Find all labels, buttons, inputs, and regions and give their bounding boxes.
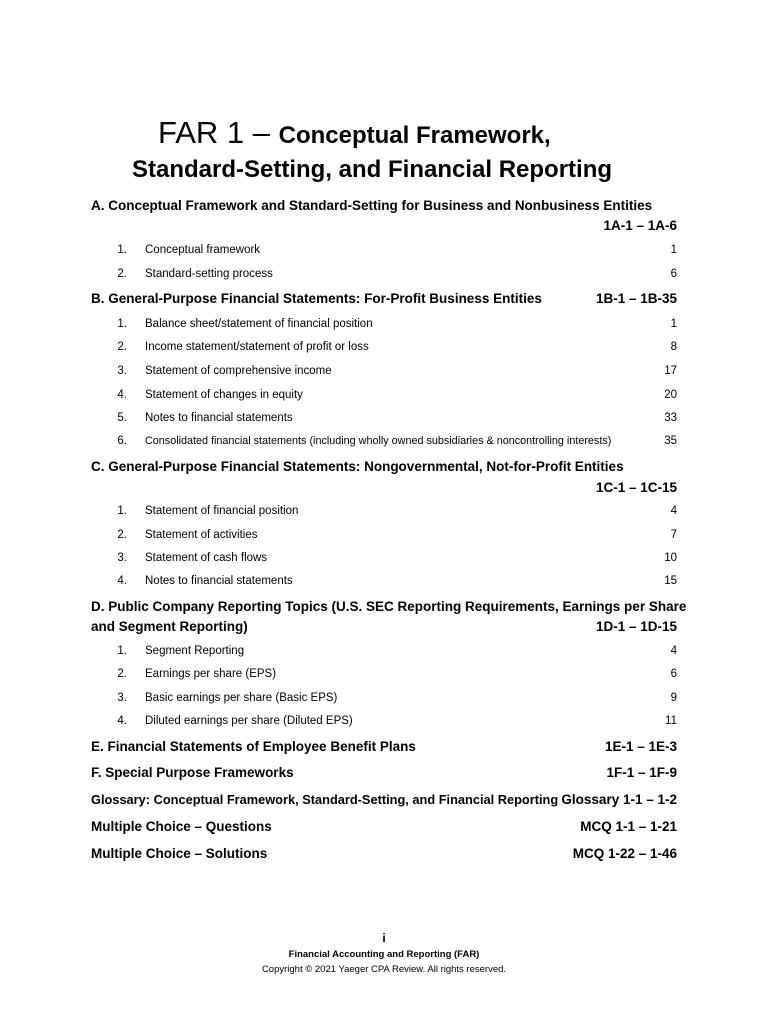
section-d-item-2-num: 2. [117,668,127,680]
section-f-pages: 1F-1 – 1F-9 [606,765,677,780]
section-b-item-4-label: Statement of changes in equity [145,389,303,401]
section-a-item-1-page: 1 [670,244,677,256]
section-c-item-2-page: 7 [670,529,677,541]
section-c-item-2-label: Statement of activities [145,529,258,541]
section-d-item-2-label: Earnings per share (EPS) [145,668,277,680]
section-c-pages: 1C-1 – 1C-15 [595,480,677,495]
section-b-item-3-label: Statement of comprehensive income [145,365,332,377]
section-c-item-1-label: Statement of financial position [145,505,299,517]
section-d-label-line2: and Segment Reporting) [91,619,248,634]
mcq-questions-pages: MCQ 1-1 – 1-21 [580,819,677,834]
section-b-item-2-label: Income statement/statement of profit or loss [145,341,369,353]
section-b-item-6-label: Consolidated financial statements (including wholly owned subsidiaries & noncontrolling interests) [145,435,612,447]
mcq-questions-label: Multiple Choice – Questions [91,819,272,834]
footer-book-title: Financial Accounting and Reporting (FAR) [288,949,480,960]
section-d-item-3-label: Basic earnings per share (Basic EPS) [145,692,338,704]
section-a-item-2-label: Standard-setting process [145,268,273,280]
page-title [158,113,551,156]
section-c-item-4-num: 4. [117,575,127,587]
section-c-item-3-num: 3. [117,552,127,564]
section-d-pages: 1D-1 – 1D-15 [595,619,677,634]
section-d-item-1-num: 1. [117,645,127,657]
section-b-item-1-label: Balance sheet/statement of financial position [145,318,373,330]
glossary-pages: Glossary 1-1 – 1-2 [561,792,677,807]
section-b-item-3-num: 3. [117,365,127,377]
section-b-pages: 1B-1 – 1B-35 [595,291,677,306]
glossary-label: Glossary: Conceptual Framework, Standard-Setting, and Financial Reporting [91,792,559,807]
section-b-item-5-num: 5. [117,412,127,424]
section-b-item-6-page: 35 [664,435,677,447]
title-prefix: FAR 1 – [158,115,270,150]
title-line1: Conceptual Framework, [278,122,551,149]
section-b-label: B. General-Purpose Financial Statements: For-Profit Business Entities [91,291,542,306]
section-d-item-1-label: Segment Reporting [145,645,245,657]
section-d-item-3-page: 9 [670,692,677,704]
section-b-item-5-page: 33 [664,412,677,424]
section-a-label: A. Conceptual Framework and Standard-Setting for Business and Nonbusiness Entities [91,198,653,213]
section-d-item-4-label: Diluted earnings per share (Diluted EPS) [145,715,353,727]
section-d-label-line1: D. Public Company Reporting Topics (U.S. SEC Reporting Requirements, Earnings per Share [91,599,687,614]
title-line2: Standard-Setting, and Financial Reporting [132,156,613,183]
section-b-item-6-num: 6. [117,435,127,447]
section-a-pages: 1A-1 – 1A-6 [603,218,677,233]
section-a-item-1-num: 1. [117,244,127,256]
section-b-item-2-num: 2. [117,341,127,353]
section-a-item-2-num: 2. [117,268,127,280]
section-c-item-3-page: 10 [664,552,677,564]
section-b-item-2-page: 8 [670,341,677,353]
section-c-item-2-num: 2. [117,529,127,541]
mcq-solutions-label: Multiple Choice – Solutions [91,846,268,861]
section-a-item-1-label: Conceptual framework [145,244,261,256]
section-d-item-4-num: 4. [117,715,127,727]
section-b-item-1-num: 1. [117,318,127,330]
section-f-label: F. Special Purpose Frameworks [91,765,294,780]
section-d-item-3-num: 3. [117,692,127,704]
section-e-label: E. Financial Statements of Employee Benefit Plans [91,739,416,754]
section-c-item-1-num: 1. [117,505,127,517]
section-e-pages: 1E-1 – 1E-3 [604,739,677,754]
section-c-label: C. General-Purpose Financial Statements: Nongovernmental, Not-for-Profit Entities [91,459,624,474]
section-b-item-5-label: Notes to financial statements [145,412,293,424]
section-d-item-1-page: 4 [670,645,677,657]
footer-page-number: i [382,931,386,945]
section-b-item-1-page: 1 [670,318,677,330]
section-b-item-3-page: 17 [664,365,677,377]
mcq-solutions-pages: MCQ 1-22 – 1-46 [572,846,677,861]
section-d-item-2-page: 6 [670,668,677,680]
section-c-item-4-page: 15 [664,575,677,587]
section-c-item-4-label: Notes to financial statements [145,575,293,587]
section-a-item-2-page: 6 [670,268,677,280]
section-b-item-4-num: 4. [117,389,127,401]
section-d-item-4-page: 11 [665,715,677,727]
section-b-item-4-page: 20 [664,389,677,401]
footer-copyright: Copyright © 2021 Yaeger CPA Review. All rights reserved. [261,964,507,975]
section-c-item-3-label: Statement of cash flows [145,552,268,564]
section-c-item-1-page: 4 [670,505,677,517]
